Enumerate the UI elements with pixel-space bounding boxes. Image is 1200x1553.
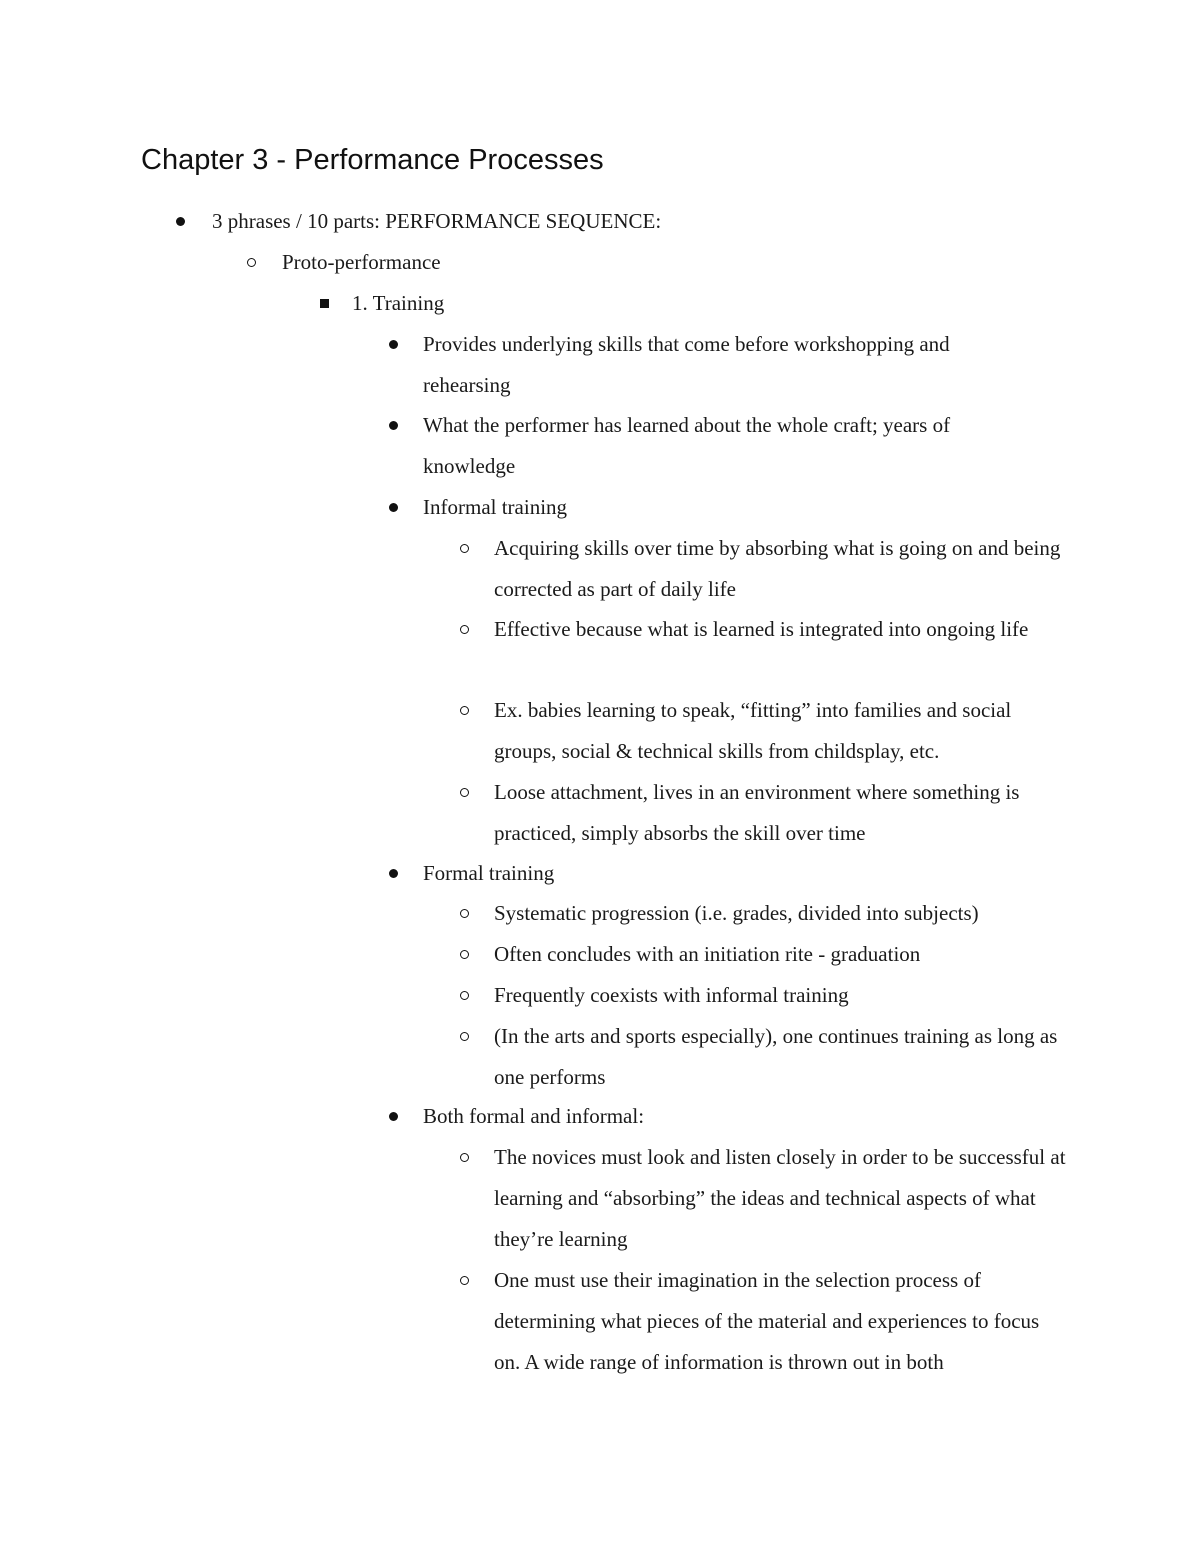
bullet-circle-icon xyxy=(460,544,469,553)
bullet-disc-icon xyxy=(176,217,185,226)
list-item xyxy=(352,283,1112,324)
list-item xyxy=(494,609,1069,650)
list-item-text: One must use their imagination in the selection process of determining what pieces of the material and experiences to focus on. A wide range of information is thrown out in both xyxy=(494,1268,1040,1374)
bullet-disc-icon xyxy=(389,503,398,512)
list-item-text: Systematic progression (i.e. grades, divided into subjects) xyxy=(494,901,979,925)
list-item-text: Both formal and informal: xyxy=(423,1104,645,1128)
list-item xyxy=(212,201,1112,242)
list-item-text: Frequently coexists with informal training xyxy=(494,983,849,1007)
list-item xyxy=(494,1016,1069,1098)
list-item-text: Provides underlying skills that come before workshopping and rehearsing xyxy=(423,332,950,397)
page-title: Chapter 3 - Performance Processes xyxy=(141,144,604,176)
bullet-circle-icon xyxy=(460,909,469,918)
list-item-text: Formal training xyxy=(423,861,555,885)
list-item xyxy=(423,1096,1023,1137)
list-item xyxy=(494,690,1069,772)
list-item-text: 3 phrases / 10 parts: PERFORMANCE SEQUENCE: xyxy=(212,209,662,233)
list-item-text: Loose attachment, lives in an environment where something is practiced, simply absorbs the skill over time xyxy=(494,780,1020,845)
list-item-text: Often concludes with an initiation rite - graduation xyxy=(494,942,921,966)
bullet-circle-icon xyxy=(460,1276,469,1285)
list-item xyxy=(494,893,1069,934)
list-item xyxy=(494,975,1069,1016)
list-item xyxy=(423,487,1023,528)
bullet-circle-icon xyxy=(460,706,469,715)
bullet-disc-icon xyxy=(389,340,398,349)
list-item-text: Effective because what is learned is integrated into ongoing life xyxy=(494,617,1029,641)
bullet-disc-icon xyxy=(389,421,398,430)
list-item-text: (In the arts and sports especially), one continues training as long as one performs xyxy=(494,1024,1058,1089)
list-item-text: Acquiring skills over time by absorbing what is going on and being corrected as part of daily life xyxy=(494,536,1061,601)
list-item xyxy=(494,772,1069,854)
bullet-square-icon xyxy=(320,299,329,308)
bullet-circle-icon xyxy=(460,788,469,797)
list-item xyxy=(494,1137,1069,1260)
list-item xyxy=(494,934,1069,975)
list-item xyxy=(423,405,1023,487)
bullet-circle-icon xyxy=(460,950,469,959)
list-item xyxy=(494,1260,1069,1383)
list-item-text: What the performer has learned about the whole craft; years of knowledge xyxy=(423,413,951,478)
bullet-circle-icon xyxy=(460,991,469,1000)
list-item xyxy=(423,853,1023,894)
list-item-text: 1. Training xyxy=(352,291,445,315)
list-item xyxy=(494,528,1069,610)
bullet-circle-icon xyxy=(460,1153,469,1162)
list-item xyxy=(423,324,1023,406)
bullet-circle-icon xyxy=(247,258,256,267)
list-item-text: The novices must look and listen closely in order to be successful at learning and “absorbing” the ideas and technical aspects of what they’re learning xyxy=(494,1145,1066,1251)
bullet-disc-icon xyxy=(389,869,398,878)
bullet-circle-icon xyxy=(460,625,469,634)
list-item-text: Informal training xyxy=(423,495,568,519)
list-item-text: Ex. babies learning to speak, “fitting” into families and social groups, social & technical skills from childsplay, etc. xyxy=(494,698,1012,763)
list-item xyxy=(282,242,1102,283)
list-item-text: Proto-performance xyxy=(282,250,441,274)
bullet-circle-icon xyxy=(460,1032,469,1041)
bullet-disc-icon xyxy=(389,1112,398,1121)
